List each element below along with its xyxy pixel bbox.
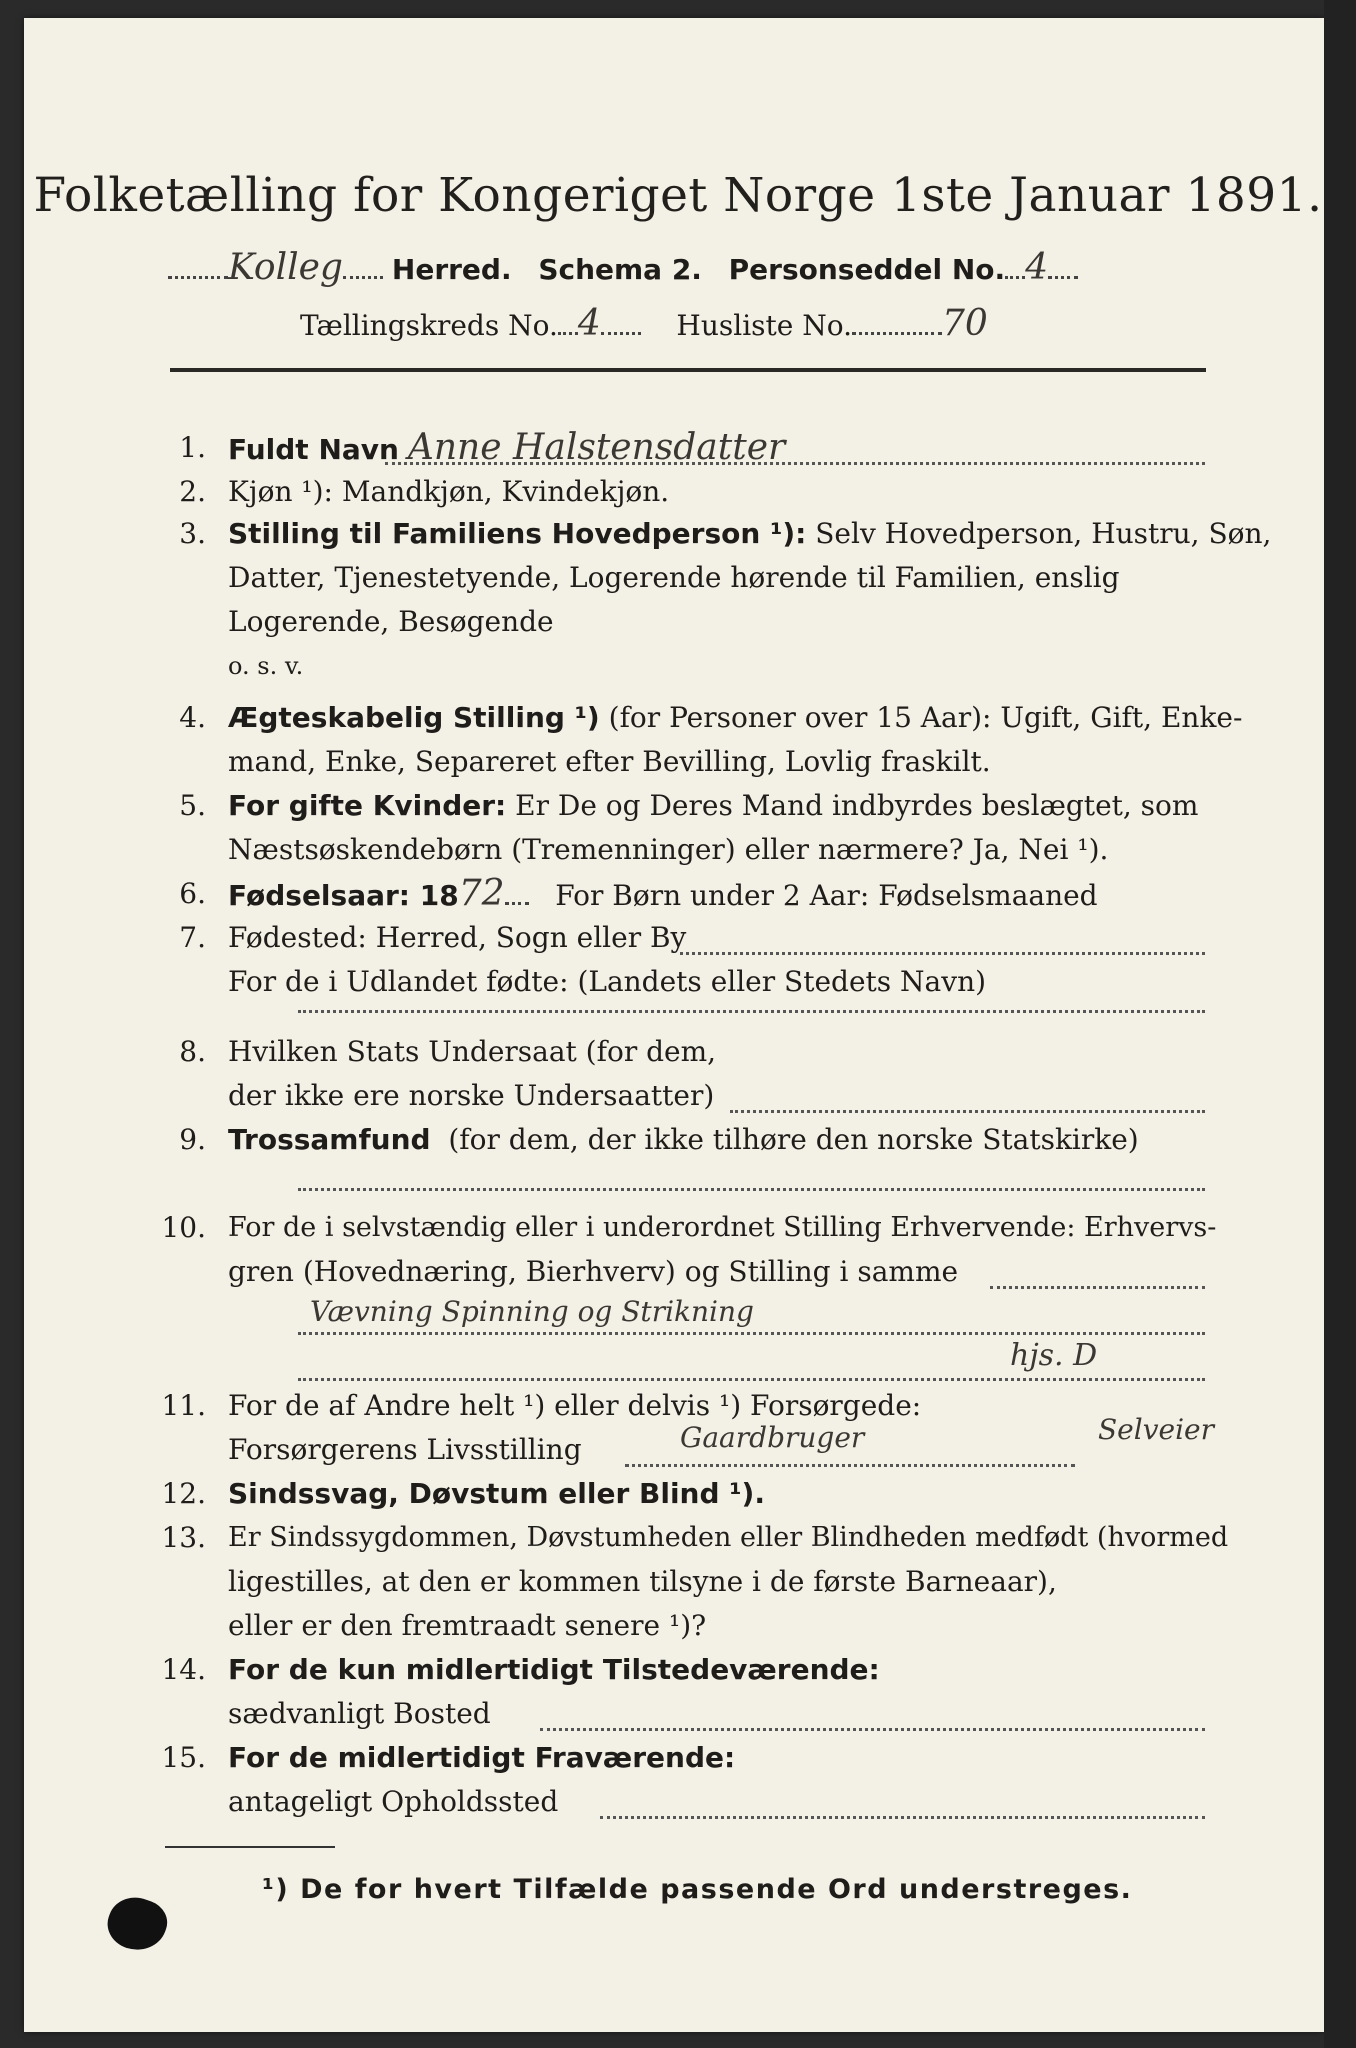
herred-label: Herred. — [391, 253, 512, 286]
item-number: 10. — [161, 1211, 206, 1244]
item-line: antageligt Opholdssted — [228, 1785, 559, 1818]
item-line: Datter, Tjenestetyende, Logerende hørende til Familien, enslig — [228, 561, 1120, 594]
item-supported: For de af Andre helt ¹) eller delvis ¹) Forsørgede: — [228, 1389, 922, 1422]
item-text: (for dem, der ikke tilhøre den norske Statskirke) — [448, 1123, 1139, 1156]
item-temporary-absent: For de midlertidigt Fraværende: — [228, 1741, 736, 1774]
item-number: 4. — [179, 701, 206, 734]
item-number: 15. — [161, 1741, 206, 1774]
item-line: der ikke ere norske Undersaatter) — [228, 1079, 715, 1112]
herred-line — [168, 248, 1078, 290]
scan-edge — [1324, 0, 1356, 2048]
item-family-position — [228, 514, 1271, 554]
item-line: mand, Enke, Separeret efter Bevilling, Lovlig fraskilt. — [228, 745, 991, 778]
personseddel-value: 4 — [1025, 247, 1049, 288]
full-name-value: Anne Halstensdatter — [407, 427, 786, 468]
personseddel-label: Personseddel No. — [728, 253, 1006, 286]
form-title: Folketælling for Kongeriget Norge 1ste Januar 1891. — [33, 168, 1323, 223]
item-birth-year — [228, 874, 1098, 916]
husliste-label: Husliste No. — [676, 309, 853, 342]
dotted-fill — [385, 462, 1205, 465]
item-temporary-present: For de kun midlertidigt Tilstedeværende: — [228, 1653, 880, 1686]
item-text: For Børn under 2 Aar: Fødselsmaaned — [555, 879, 1098, 912]
item-gender: Kjøn ¹): Mandkjøn, Kvindekjøn. — [228, 475, 670, 508]
footnote: ¹) De for hvert Tilfælde passende Ord understreges. — [262, 1874, 1133, 1905]
item-congenital: Er Sindssygdommen, Døvstumheden eller Blindheden medfødt (hvormed — [228, 1522, 1229, 1553]
item-number: 12. — [161, 1477, 206, 1510]
dotted-fill — [730, 1110, 1205, 1113]
item-line: sædvanligt Bosted — [228, 1697, 491, 1730]
item-number: 9. — [179, 1123, 206, 1156]
dotted-fill — [298, 1378, 1205, 1381]
item-birthplace: Fødested: Herred, Sogn eller By — [228, 921, 687, 954]
provider-occupation-value: Gaardbruger — [680, 1421, 865, 1454]
item-text: (for Personer over 15 Aar): Ugift, Gift, Enke- — [608, 701, 1243, 734]
item-number: 2. — [179, 475, 206, 508]
occupation-value: Vævning Spinning og Strikning — [310, 1295, 754, 1328]
occupation-note: hjs. D — [1010, 1338, 1098, 1373]
item-line: Logerende, Besøgende — [228, 605, 554, 638]
footnote-rule — [165, 1846, 335, 1848]
herred-value: Kolleg — [228, 247, 343, 288]
kreds-line — [300, 304, 988, 346]
item-number: 13. — [161, 1521, 206, 1554]
item-label: Stilling til Familiens Hovedperson ¹): — [228, 517, 807, 550]
kreds-label: Tællingskreds No. — [300, 309, 558, 342]
item-line: For de i Udlandet fødte: (Landets eller Stedets Navn) — [228, 965, 987, 998]
dotted-fill — [600, 1816, 1205, 1819]
birth-year-value: 72 — [458, 873, 505, 914]
item-line: eller er den fremtraadt senere ¹)? — [228, 1609, 707, 1642]
item-disability: Sindssvag, Døvstum eller Blind ¹). — [228, 1477, 765, 1510]
item-religion — [228, 1120, 1139, 1160]
item-occupation: For de i selvstændig eller i underordnet Stilling Erhvervende: Erhvervs- — [228, 1212, 1217, 1243]
provider-status-value: Selveier — [1098, 1413, 1215, 1446]
item-number: 8. — [179, 1035, 206, 1068]
item-marital-status — [228, 698, 1242, 738]
item-label: Fødselsaar: 18 — [228, 879, 459, 912]
item-number: 7. — [179, 921, 206, 954]
husliste-value: 70 — [942, 303, 988, 344]
schema-label: Schema 2. — [538, 253, 702, 286]
item-label: Ægteskabelig Stilling ¹) — [228, 701, 600, 734]
dotted-fill — [625, 1464, 1075, 1467]
item-number: 1. — [179, 431, 206, 464]
item-number: 5. — [179, 789, 206, 822]
item-line: o. s. v. — [228, 652, 304, 680]
item-number: 14. — [161, 1653, 206, 1686]
item-label: For gifte Kvinder: — [228, 789, 507, 822]
item-number: 6. — [179, 877, 206, 910]
item-label: Fuldt Navn — [228, 433, 399, 466]
item-citizenship: Hvilken Stats Undersaat (for dem, — [228, 1035, 717, 1068]
dotted-fill — [298, 1332, 1205, 1335]
dotted-fill — [540, 1728, 1205, 1731]
dotted-fill — [990, 1286, 1205, 1289]
header-rule — [170, 368, 1206, 372]
item-line: Næstsøskendebørn (Tremenninger) eller nærmere? Ja, Nei ¹). — [228, 833, 1109, 866]
item-number: 3. — [179, 517, 206, 550]
item-line: ligestilles, at den er kommen tilsyne i de første Barneaar), — [228, 1565, 1057, 1598]
kreds-value: 4 — [577, 303, 601, 344]
dotted-fill — [298, 1188, 1205, 1191]
item-text: Er De og Deres Mand indbyrdes beslægtet, som — [515, 789, 1199, 822]
dotted-fill — [298, 1010, 1205, 1013]
item-married-women — [228, 786, 1198, 826]
item-text: Selv Hovedperson, Hustru, Søn, — [815, 517, 1272, 550]
item-line: Forsørgerens Livsstilling — [228, 1433, 582, 1466]
item-label: Trossamfund — [228, 1123, 431, 1156]
item-line: gren (Hovednæring, Bierhverv) og Stilling i samme — [228, 1255, 959, 1288]
item-number: 11. — [161, 1389, 206, 1422]
dotted-fill — [680, 952, 1205, 955]
